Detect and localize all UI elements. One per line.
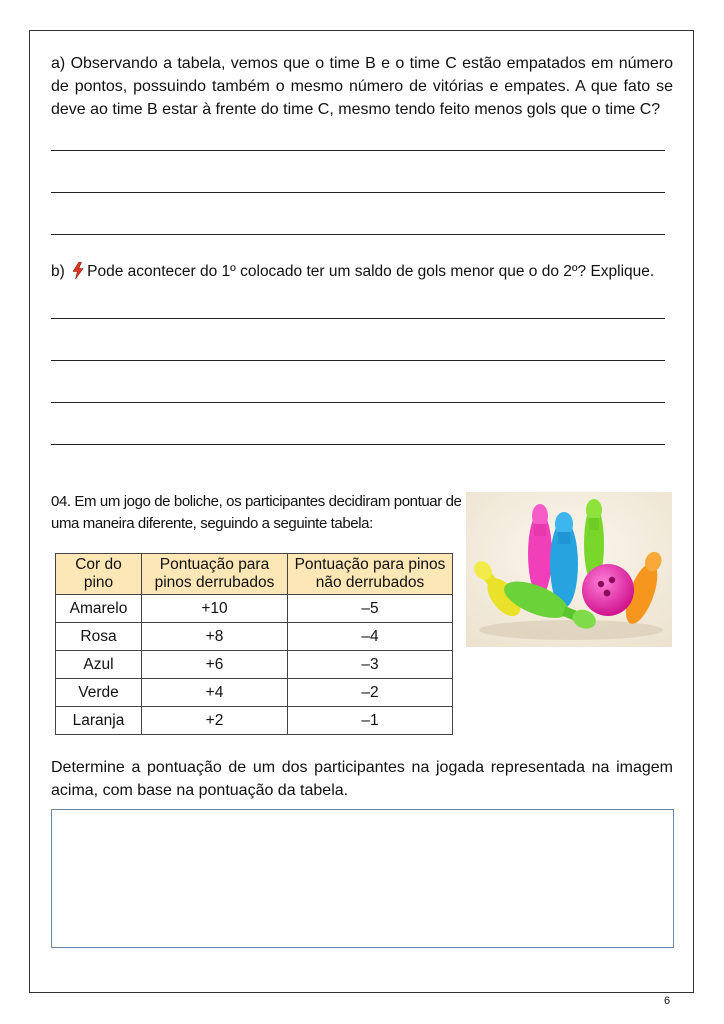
answer-line-b-1[interactable]: [51, 318, 665, 319]
question-b-label: b): [51, 263, 65, 280]
table-row: [56, 651, 453, 679]
table-row: [56, 707, 453, 735]
header-cor-do-pino: Cor do pino: [56, 554, 142, 595]
answer-line-a-1[interactable]: [51, 150, 665, 151]
bowling-pins-photo: [466, 492, 672, 647]
cell-knocked: +4: [142, 679, 288, 707]
cell-standing: –5: [288, 595, 453, 623]
table-row: [56, 623, 453, 651]
question-a-text: a) Observando a tabela, vemos que o time B e o time C estão empatados em número de pontos, possuindo também o mesmo número de vitórias e empates. A que fato se deve ao time B estar à frente do time C, mesmo tendo feito menos gols que o time C?: [51, 55, 673, 118]
header-pinos-nao-derrubados: Pontuação para pinos não derrubados: [288, 554, 453, 595]
cell-knocked: +2: [142, 707, 288, 735]
table-row: [56, 595, 453, 623]
answer-line-b-4[interactable]: [51, 444, 665, 445]
scoring-table: [55, 553, 453, 735]
question-determine-text: Determine a pontuação de um dos participantes na jogada representada na imagem acima, com base na pontuação da tabela.: [51, 759, 673, 799]
answer-box[interactable]: [51, 809, 674, 948]
cell-standing: –4: [288, 623, 453, 651]
lightning-icon: [73, 262, 84, 284]
answer-line-a-3[interactable]: [51, 234, 665, 235]
answer-line-b-3[interactable]: [51, 402, 665, 403]
answer-line-b-2[interactable]: [51, 360, 665, 361]
table-header-row: [56, 554, 453, 595]
answer-line-a-2[interactable]: [51, 192, 665, 193]
cell-knocked: +8: [142, 623, 288, 651]
question-04-text: 04. Em um jogo de boliche, os participantes decidiram pontuar de uma maneira diferente, seguindo a seguinte tabela:: [51, 493, 462, 532]
cell-standing: –1: [288, 707, 453, 735]
cell-standing: –2: [288, 679, 453, 707]
cell-knocked: +10: [142, 595, 288, 623]
cell-color: Amarelo: [56, 595, 142, 623]
cell-color: Laranja: [56, 707, 142, 735]
cell-color: Rosa: [56, 623, 142, 651]
table-row: [56, 679, 453, 707]
cell-knocked: +6: [142, 651, 288, 679]
cell-color: Verde: [56, 679, 142, 707]
header-pinos-derrubados: Pontuação para pinos derrubados: [142, 554, 288, 595]
cell-color: Azul: [56, 651, 142, 679]
cell-standing: –3: [288, 651, 453, 679]
question-b: [51, 262, 654, 284]
question-b-text: Pode acontecer do 1º colocado ter um saldo de gols menor que o do 2º? Explique.: [87, 263, 655, 280]
page-number: 6: [664, 995, 671, 1007]
